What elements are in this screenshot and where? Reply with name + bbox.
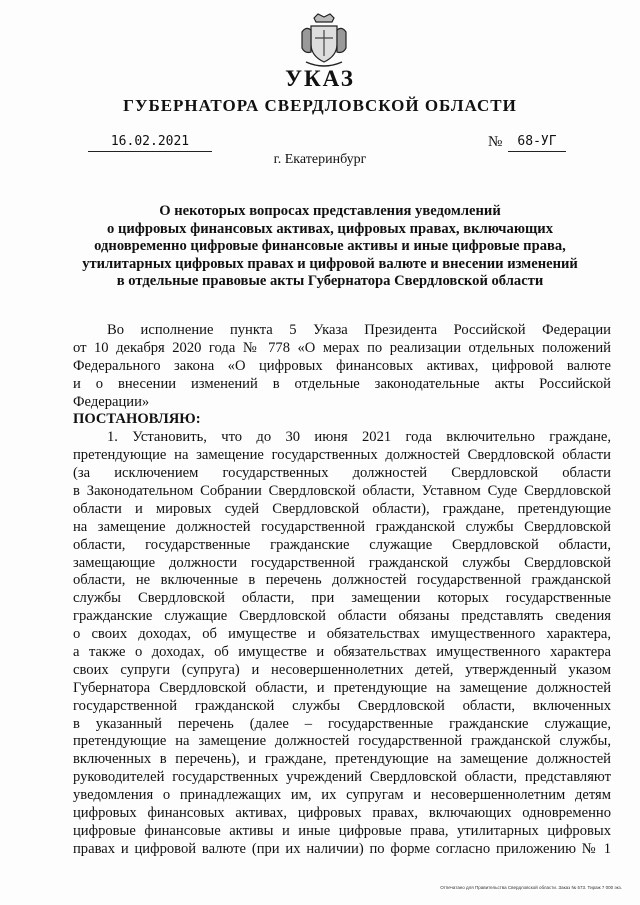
print-imprint-note: Отпечатано для Правительства Свердловской области. Заказ № 573. Тираж 7 000 экз. [440,885,622,890]
resolution-word: ПОСТАНОВЛЯЮ: [73,411,201,428]
body-line: (за исключением государственных должностей Свердловской области [73,465,611,482]
body-line: Федерального закона «О цифровых финансовых активах, цифровой валюте [73,357,611,374]
body-line: цифровых финансовых активах, цифровых правах, включающих одновременно [73,805,611,822]
heading-line: в отдельные правовые акты Губернатора Свердловской области [116,273,544,290]
body-line: претендующие на замещение должностей государственной гражданской службы, [73,733,611,750]
body-line: претендующие на замещение государственных должностей Свердловской области [73,447,611,464]
issue-city: г. Екатеринбург [273,152,367,167]
body-line: области, не включенные в перечень должностей государственной гражданской [73,572,611,589]
body-line: руководителей государственных учреждений Свердловской области, представляют [73,769,611,786]
body-line: 1. Установить, что до 30 июня 2021 года включительно гражданe, [107,429,611,446]
body-line: замещающие должности государственной гражданской службы Свердловской [73,554,611,571]
body-line: от 10 декабря 2020 года № 778 «О мерах по реализации отдельных положений [73,339,611,356]
body-line: своих супруги (супруга) и несовершеннолетних детей, утвержденный указом [73,661,611,678]
body-line: и о внесении изменений в отдельные законодательные акты Российской [73,375,611,392]
heading-line: одновременно цифровые финансовые активы и иные цифровые права, [94,238,566,255]
body-line: о своих доходах, об имуществе и обязательствах имущественного характера, [73,626,611,643]
body-line: гражданские служащие Свердловской области обязаны представлять сведения [73,608,611,625]
body-line: включенных в перечень), и граждане, претендующие на замещение должностей [73,751,611,768]
issuer-subtitle: ГУБЕРНАТОРА СВЕРДЛОВСКОЙ ОБЛАСТИ [123,96,517,115]
heading-line: О некоторых вопросах представления уведомлений [159,203,501,219]
body-line: службы Свердловской области, при замещении которых государственные [73,590,611,607]
body-line: уведомления о принадлежащих им, их супругам и несовершеннолетним детям [73,787,611,804]
body-line: а также о доходах, об имуществе и обязательствах имущественного характера [73,644,611,661]
document-date: 16.02.2021 [88,134,212,152]
body-line: цифровые финансовые активы и иные цифровые права, утилитарных цифровых [73,822,611,839]
document-type-title: УКАЗ [285,66,355,91]
number-label: № [488,134,503,150]
body-line: в указанный перечень (далее – государственные гражданские служащие, [73,715,611,732]
body-line: на замещение должностей государственной гражданской службы Свердловской [73,518,611,535]
body-line: в Законодательном Собрании Свердловской области, Уставном Суде Свердловской [73,483,611,500]
body-line: Федерации» [73,393,150,410]
heading-line: утилитарных цифровых правах и цифровой валюте и внесении изменений [82,255,578,272]
document-body [73,322,611,859]
body-line: Губернатора Свердловской области, и претендующие на замещение должностей [73,679,611,696]
body-line: Во исполнение пункта 5 Указа Президента Российской Федерации [107,322,611,338]
document-heading [60,203,600,291]
body-line: правах и цифровой валюте (при их наличии) по форме согласно приложению № 1 [73,840,611,857]
body-line: области, государственные гражданские служащие Свердловской области, [73,536,611,553]
body-line: государственной гражданской службы Свердловской области, включенных [73,697,611,714]
coat-of-arms-icon [298,12,350,70]
document-number: 68-УГ [508,134,566,152]
heading-line: о цифровых финансовых активах, цифровых правах, включающих [107,220,553,237]
body-line: области и мировых судей Свердловской области), граждане, претендующие [73,500,611,517]
